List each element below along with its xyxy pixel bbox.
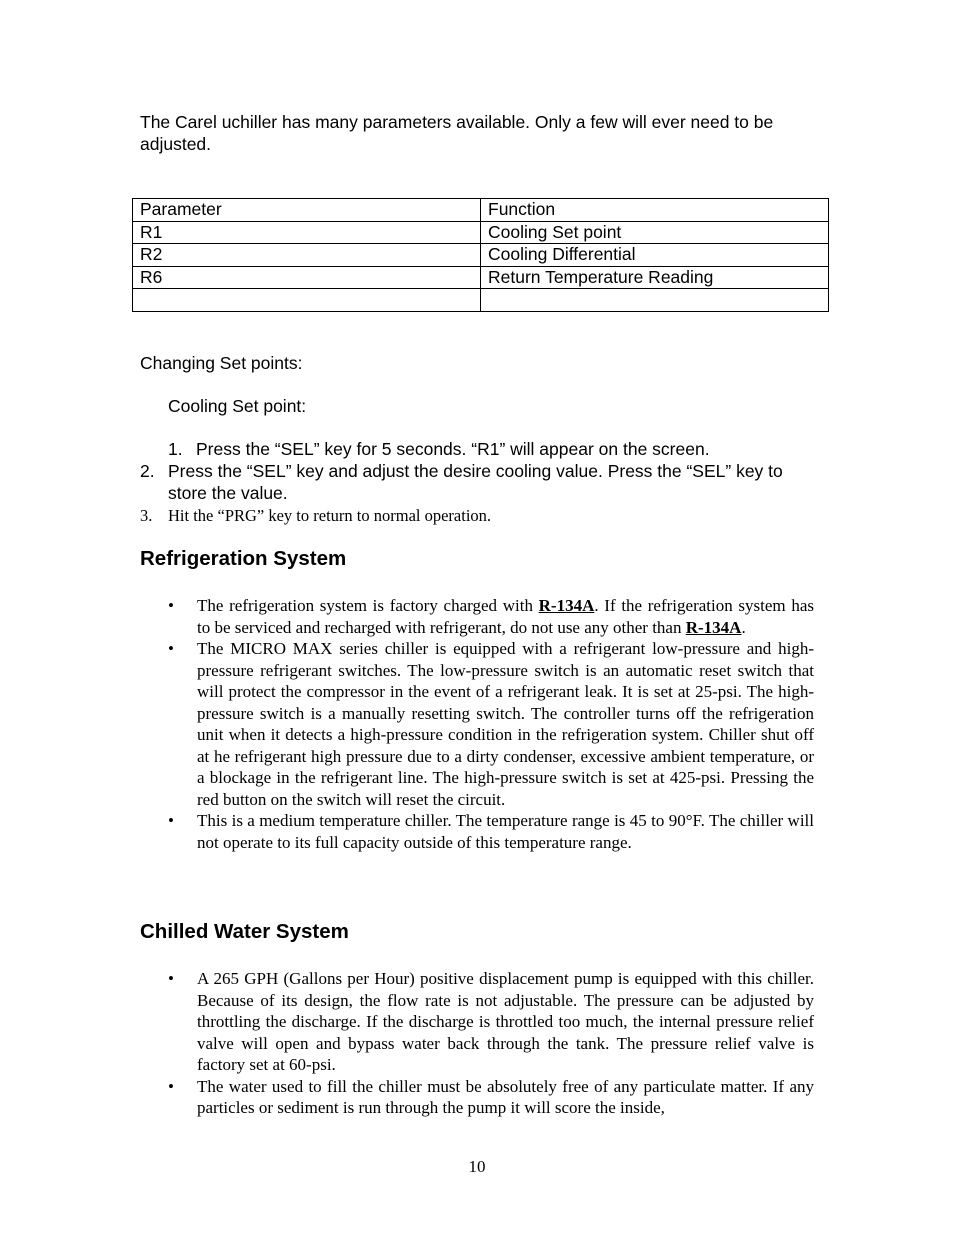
list-item (160, 595, 814, 638)
page-number: 10 (468, 1157, 486, 1176)
intro-paragraph: The Carel uchiller has many parameters available. Only a few will ever need to be adjusted. (140, 112, 774, 154)
table-cell (481, 289, 829, 312)
table-row (133, 266, 829, 289)
bullet-text: The refrigeration system is factory charged with (197, 596, 539, 615)
table-cell: R2 (133, 244, 481, 267)
table-cell: Return Temperature Reading (481, 266, 829, 289)
table-cell: Cooling Differential (481, 244, 829, 267)
table-cell (133, 289, 481, 312)
table-header-function: Function (481, 199, 829, 222)
bullet-text: A 265 GPH (Gallons per Hour) positive displacement pump is equipped with this chiller. Because of its design, the flow rate is not adjustable. The pressure can be adjusted by throttling the discharge. If the discharge is throttled too much, the internal pressure relief valve will open and bypass water back through the tank. The pressure relief valve is factory set at 60-psi. (197, 969, 814, 1074)
refrigerant-type: R-134A (538, 596, 595, 615)
chilled-water-heading: Chilled Water System (140, 920, 349, 943)
step-text: Press the “SEL” key for 5 seconds. “R1” will appear on the screen. (196, 439, 710, 459)
bullet-icon: • (168, 969, 174, 988)
step-number: 1. (168, 439, 183, 459)
list-item (160, 968, 814, 1076)
bullet-text: The MICRO MAX series chiller is equipped with a refrigerant low-pressure and high-pressure refrigerant switches. The low-pressure switch is an automatic reset switch that will protect the compressor in the event of a refrigerant leak. It is set at 25-psi. The high-pressure switch is a manually resetting switch. The controller turns off the refrigeration unit when it detects a high-pressure condition in the refrigeration system. Chiller shut off at he refrigerant high pressure due to a dirty condenser, excessive ambient temperature, or a blockage in the refrigerant line. The high-pressure switch is set at 425-psi. Pressing the red button on the switch will reset the circuit. (197, 639, 814, 809)
table-cell: Cooling Set point (481, 221, 829, 244)
step-number: 2. (140, 461, 155, 481)
parameter-table (132, 198, 829, 312)
table-row (133, 289, 829, 312)
bullet-text: . If the refrigeration system has to be serviced and recharged with refrigerant, do not use any other than (197, 596, 814, 637)
refrigeration-list (160, 595, 814, 853)
list-item (160, 1076, 814, 1119)
setpoints-heading: Changing Set points: (140, 353, 303, 373)
refrigerant-type: R-134A (685, 617, 742, 637)
table-cell: R6 (133, 266, 481, 289)
chilled-water-list (160, 968, 814, 1119)
bullet-text: The water used to fill the chiller must be absolutely free of any particulate matter. If any particles or sediment is run through the pump it will score the inside, (197, 1076, 814, 1117)
table-cell: R1 (133, 221, 481, 244)
step-number: 3. (140, 506, 153, 525)
step-text: Hit the “PRG” key to return to normal operation. (168, 506, 492, 525)
table-header-row (133, 199, 829, 222)
bullet-icon: • (168, 811, 174, 830)
table-row (133, 221, 829, 244)
step-item (168, 438, 828, 460)
bullet-icon: • (168, 596, 174, 615)
bullet-icon: • (168, 639, 174, 658)
table-header-parameter: Parameter (133, 199, 481, 222)
list-item (160, 810, 814, 853)
step-text: Press the “SEL” key and adjust the desire cooling value. Press the “SEL” key to store the value. (168, 461, 783, 503)
table-row (133, 244, 829, 267)
bullet-icon: • (168, 1076, 174, 1096)
step-item (140, 505, 820, 527)
refrigeration-heading: Refrigeration System (140, 547, 347, 570)
bullet-text: This is a medium temperature chiller. The temperature range is 45 to 90°F. The chiller will not operate to its full capacity outside of this temperature range. (197, 811, 814, 852)
list-item (160, 638, 814, 810)
bullet-text: . (741, 617, 746, 637)
cooling-setpoint-subheading: Cooling Set point: (168, 396, 307, 416)
step-item (140, 460, 820, 504)
